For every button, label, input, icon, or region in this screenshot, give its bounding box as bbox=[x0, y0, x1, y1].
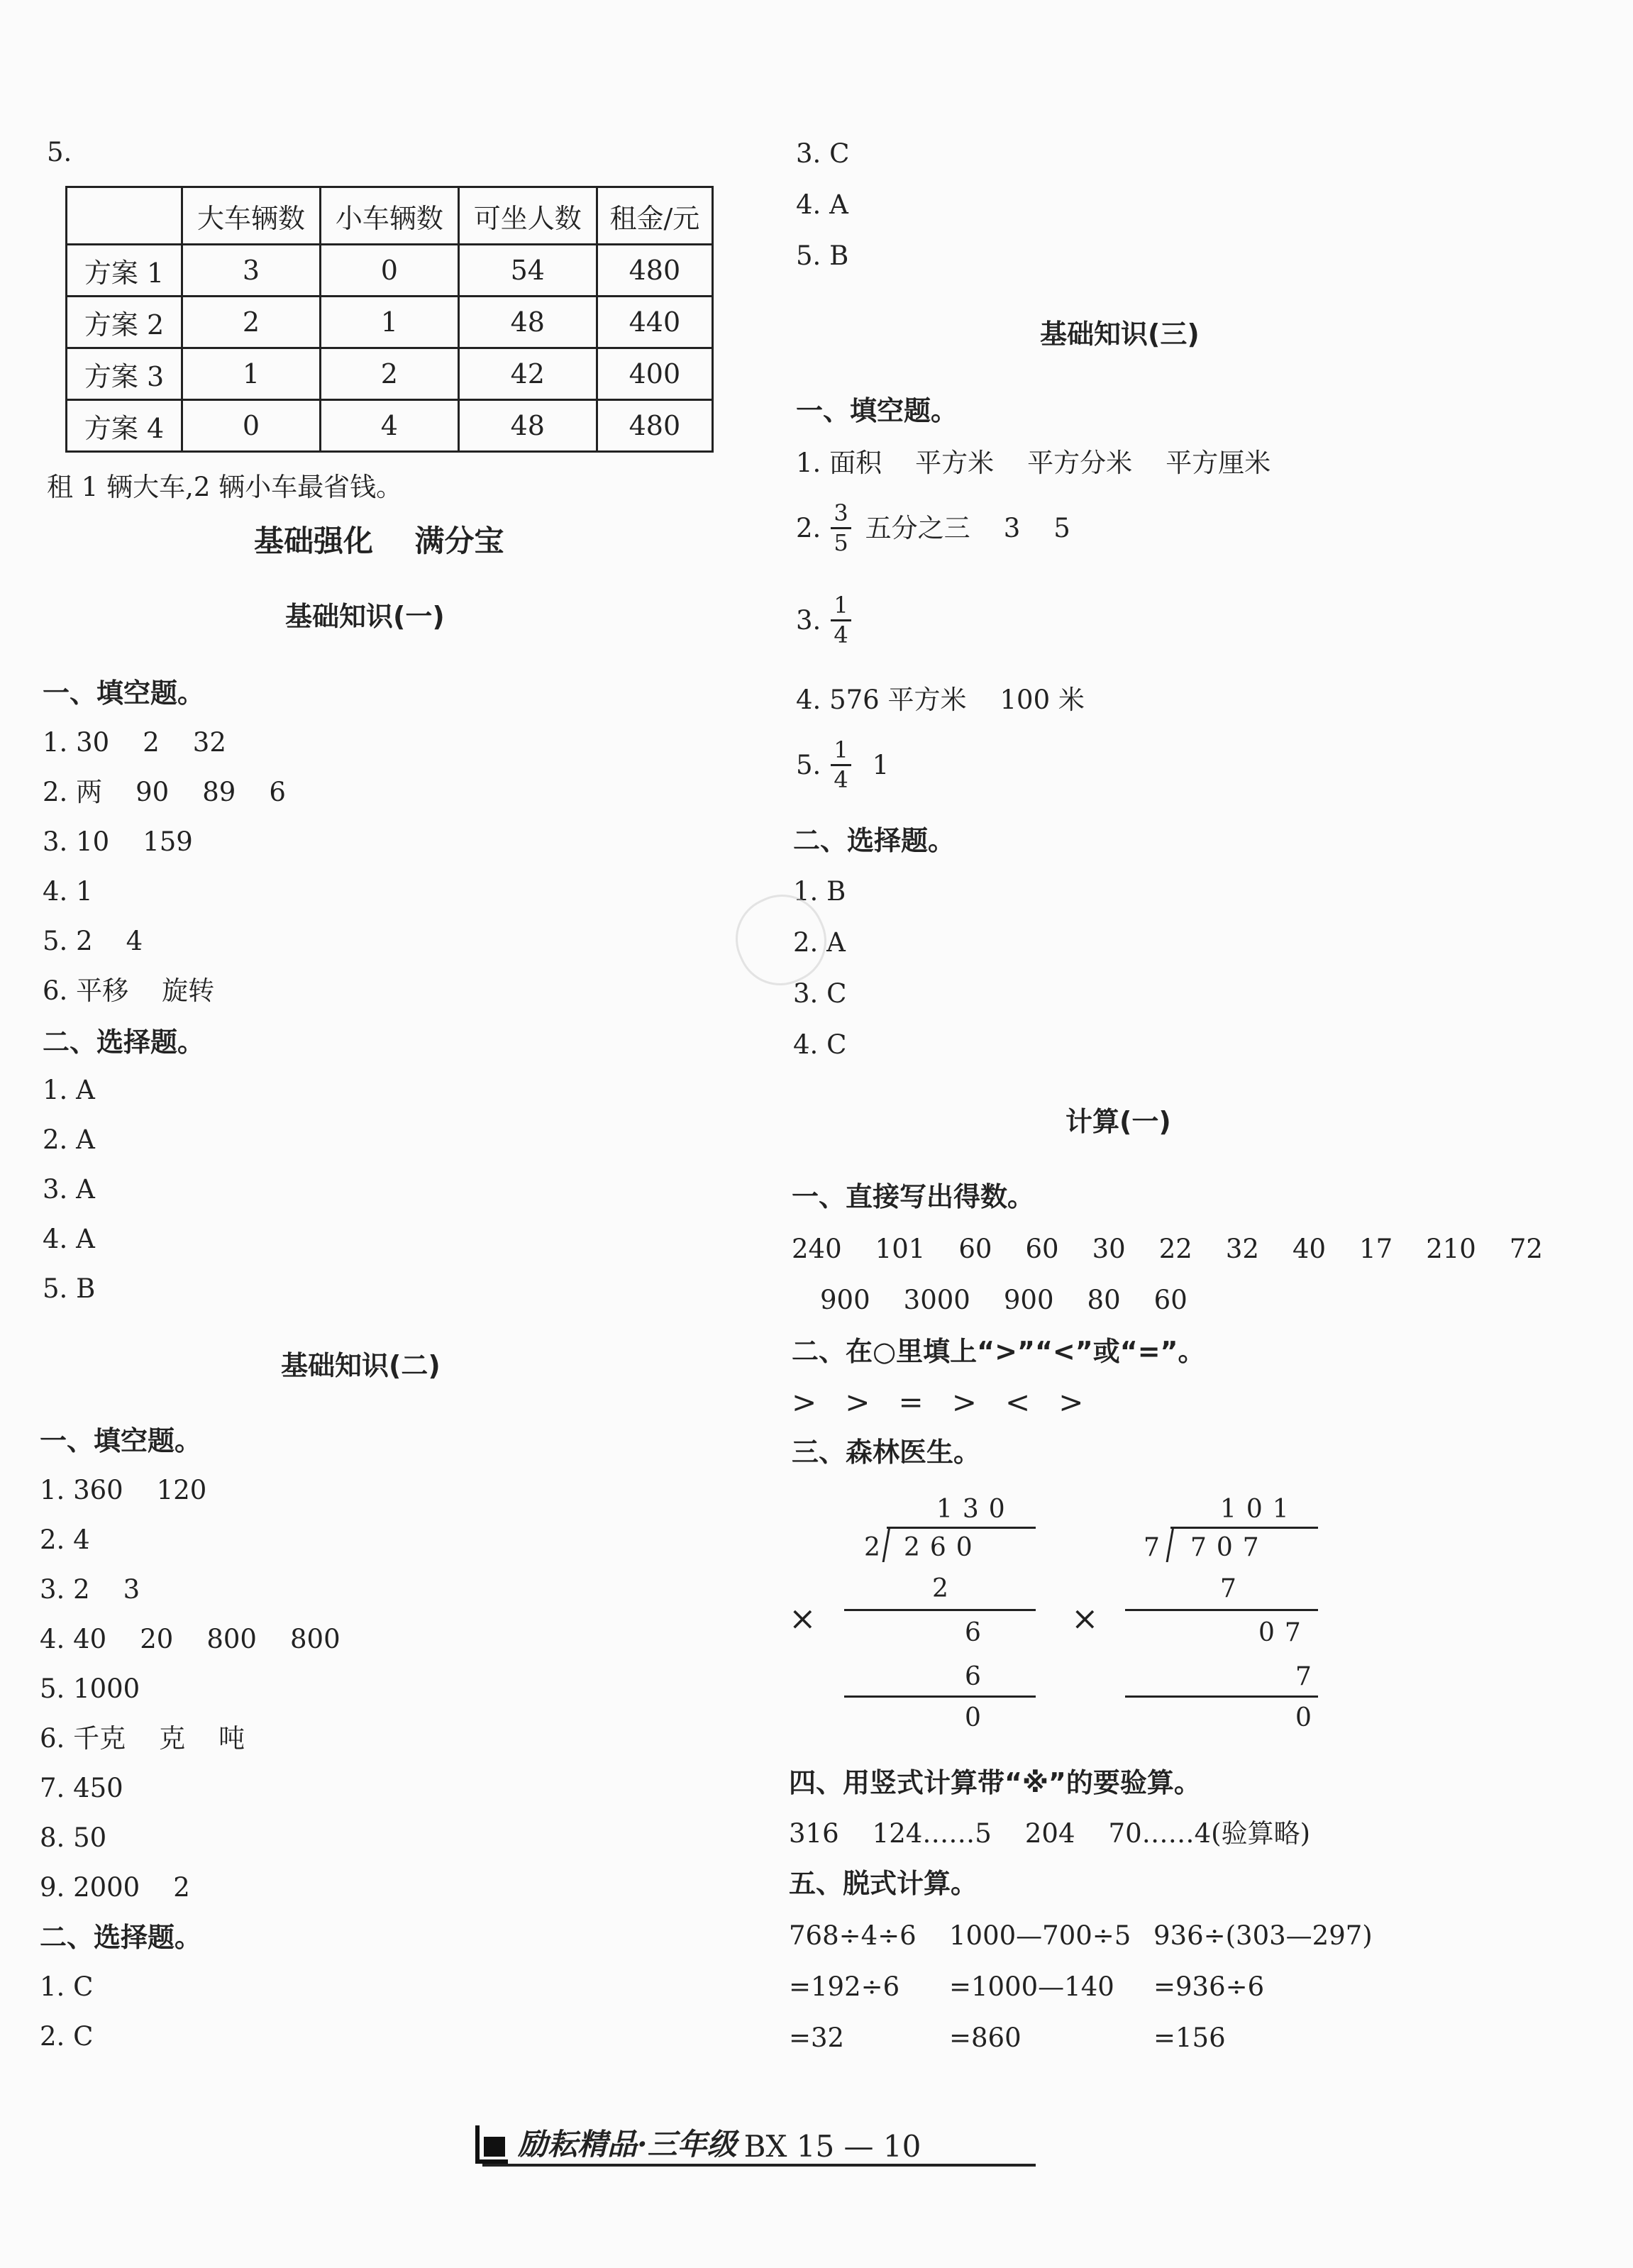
table-cell: 1 bbox=[182, 348, 321, 400]
list-item: 5. 1000 bbox=[40, 1674, 140, 1704]
table-cell: 1 bbox=[320, 297, 458, 348]
table-header-row bbox=[67, 187, 713, 245]
list-item: 4. A bbox=[43, 1224, 95, 1254]
fraction-numerator: 1 bbox=[831, 593, 851, 621]
k1-choice-heading: 二、选择题。 bbox=[43, 1027, 205, 1058]
table-header: 小车辆数 bbox=[320, 187, 458, 245]
list-item: 5. B bbox=[796, 240, 849, 271]
step-cell: =936÷6 bbox=[1153, 1971, 1265, 2002]
table-cell: 方案 4 bbox=[67, 400, 182, 452]
table-cell: 方案 1 bbox=[67, 245, 182, 297]
table-cell: 0 bbox=[320, 245, 458, 297]
quotient: 101 bbox=[1220, 1495, 1299, 1524]
fraction-denominator: 4 bbox=[834, 766, 848, 794]
list-item: 2. C bbox=[40, 2021, 94, 2052]
fraction-answer bbox=[796, 738, 889, 792]
cross-mark: × bbox=[789, 1599, 816, 1637]
table-header: 租金/元 bbox=[597, 187, 712, 245]
fraction-answer bbox=[796, 593, 851, 648]
remainder: 0 bbox=[965, 1703, 991, 1732]
list-item: 9. 2000 2 bbox=[40, 1872, 190, 1903]
list-item: 1. 360 120 bbox=[40, 1475, 207, 1505]
step-cell: =156 bbox=[1153, 2023, 1226, 2053]
item-number: 2. bbox=[796, 513, 821, 544]
list-item: 4. 576 平方米 100 米 bbox=[796, 685, 1085, 715]
conclusion-text: 租 1 辆大车,2 辆小车最省钱。 bbox=[47, 472, 403, 502]
step-cell: =860 bbox=[949, 2023, 1022, 2053]
subtrahend: 2 bbox=[932, 1574, 958, 1603]
list-item: 7. 450 bbox=[40, 1773, 123, 1803]
rental-plan-table bbox=[65, 186, 714, 453]
list-item: 240 101 60 60 30 22 32 40 17 210 72 bbox=[792, 1234, 1543, 1264]
step-cell: 768÷4÷6 bbox=[789, 1920, 917, 1951]
table-row bbox=[67, 400, 713, 452]
list-item: 3. C bbox=[796, 138, 850, 169]
subtrahend: 7 bbox=[1220, 1574, 1246, 1603]
fraction bbox=[831, 501, 851, 555]
item-number: 3. bbox=[796, 605, 821, 636]
step-line bbox=[844, 1609, 1036, 1611]
division-bar bbox=[1170, 1527, 1318, 1529]
step-cell: 936÷(303—297) bbox=[1153, 1920, 1373, 1951]
subtrahend: 6 bbox=[965, 1662, 991, 1691]
table-cell: 48 bbox=[458, 400, 597, 452]
list-item: 1. A bbox=[43, 1075, 95, 1105]
table-row bbox=[67, 348, 713, 400]
k2-fill-heading: 一、填空题。 bbox=[40, 1425, 202, 1456]
calc-h4: 四、用竖式计算带“※”的要验算。 bbox=[789, 1767, 1201, 1798]
step-line bbox=[1125, 1696, 1318, 1698]
divisor: 2 bbox=[864, 1533, 890, 1562]
table-row bbox=[67, 245, 713, 297]
list-item: 316 124……5 204 70……4(验算略) bbox=[789, 1818, 1311, 1849]
fraction-answer bbox=[796, 501, 1070, 555]
table-header: 大车辆数 bbox=[182, 187, 321, 245]
list-item: 900 3000 900 80 60 bbox=[820, 1285, 1188, 1315]
list-item: 3. 2 3 bbox=[40, 1574, 140, 1605]
k1-title: 基础知识(一) bbox=[285, 601, 445, 632]
list-item: 4. 1 bbox=[43, 876, 93, 907]
list-item: 1. 30 2 32 bbox=[43, 727, 226, 758]
item-number: 5. bbox=[796, 750, 821, 781]
table-row bbox=[67, 297, 713, 348]
list-item: 1. 面积 平方米 平方分米 平方厘米 bbox=[796, 448, 1271, 478]
divisor: 7 bbox=[1144, 1533, 1170, 1562]
list-item: 4. A bbox=[796, 189, 848, 220]
footer-brand: 励耘精品·三年级 bbox=[518, 2127, 737, 2162]
calc-h5: 五、脱式计算。 bbox=[789, 1868, 978, 1899]
step-cell: =32 bbox=[789, 2023, 845, 2053]
answer-text: 1 bbox=[872, 750, 890, 781]
answer-text: 五分之三 3 5 bbox=[865, 513, 1070, 544]
compare-symbols: > > = > < > bbox=[792, 1385, 1084, 1420]
table-cell: 3 bbox=[182, 245, 321, 297]
calc-h3: 三、森林医生。 bbox=[792, 1437, 981, 1468]
list-item: 4. 40 20 800 800 bbox=[40, 1624, 341, 1654]
fraction-numerator: 1 bbox=[831, 738, 851, 766]
step-cell: =192÷6 bbox=[789, 1971, 900, 2002]
table-cell: 42 bbox=[458, 348, 597, 400]
fraction-denominator: 4 bbox=[834, 621, 848, 649]
step-cell: 1000—700÷5 bbox=[949, 1920, 1131, 1951]
k2-choice-heading: 二、选择题。 bbox=[40, 1922, 202, 1953]
step-line bbox=[844, 1696, 1036, 1698]
page-number: BX 15 — 10 bbox=[743, 2129, 921, 2164]
list-item: 2. A bbox=[43, 1124, 95, 1155]
table-cell: 400 bbox=[597, 348, 712, 400]
list-item: 3. 10 159 bbox=[43, 826, 193, 857]
list-item: 4. C bbox=[793, 1029, 847, 1060]
k2-title: 基础知识(二) bbox=[281, 1350, 441, 1381]
fraction bbox=[831, 738, 851, 792]
calc-h1: 一、直接写出得数。 bbox=[792, 1181, 1035, 1212]
k3-fill-heading: 一、填空题。 bbox=[796, 395, 958, 426]
dividend: 260 bbox=[904, 1533, 982, 1562]
footer-rule bbox=[482, 2164, 1036, 2167]
division-bar bbox=[887, 1527, 1036, 1529]
list-item: 6. 平移 旋转 bbox=[43, 975, 215, 1006]
calc-h2: 二、在○里填上“>”“<”或“=”。 bbox=[792, 1336, 1205, 1367]
table-cell: 方案 2 bbox=[67, 297, 182, 348]
list-item: 5. B bbox=[43, 1273, 96, 1304]
fraction bbox=[831, 593, 851, 648]
table-cell: 2 bbox=[320, 348, 458, 400]
remainder: 07 bbox=[1258, 1618, 1311, 1647]
quotient: 130 bbox=[936, 1495, 1015, 1524]
list-item: 3. C bbox=[793, 978, 847, 1009]
table-cell: 480 bbox=[597, 400, 712, 452]
remainder: 0 bbox=[1295, 1703, 1322, 1732]
long-division-2 bbox=[1125, 1490, 1324, 1731]
table-cell: 480 bbox=[597, 245, 712, 297]
list-item: 6. 千克 克 吨 bbox=[40, 1723, 245, 1754]
list-item: 2. 两 90 89 6 bbox=[43, 777, 286, 807]
calc-title: 计算(一) bbox=[1065, 1106, 1171, 1137]
q5-label: 5. bbox=[47, 137, 72, 167]
fraction-denominator: 5 bbox=[834, 529, 848, 557]
list-item: 2. A bbox=[793, 927, 846, 958]
list-item: 1. B bbox=[793, 876, 846, 907]
footer-logo-icon bbox=[475, 2125, 508, 2164]
subtrahend: 7 bbox=[1295, 1662, 1322, 1691]
k1-fill-heading: 一、填空题。 bbox=[43, 677, 205, 709]
step-line bbox=[1125, 1609, 1318, 1611]
list-item: 1. C bbox=[40, 1971, 94, 2002]
table-cell: 2 bbox=[182, 297, 321, 348]
k3-title: 基础知识(三) bbox=[1040, 319, 1200, 350]
table-header bbox=[67, 187, 182, 245]
fraction-numerator: 3 bbox=[831, 501, 851, 529]
table-cell: 方案 3 bbox=[67, 348, 182, 400]
table-header: 可坐人数 bbox=[458, 187, 597, 245]
list-item: 3. A bbox=[43, 1174, 95, 1205]
table-cell: 48 bbox=[458, 297, 597, 348]
k3-choice-heading: 二、选择题。 bbox=[793, 825, 956, 856]
list-item: 8. 50 bbox=[40, 1822, 107, 1853]
page-footer bbox=[475, 2121, 921, 2164]
remainder: 6 bbox=[965, 1618, 991, 1647]
dividend: 707 bbox=[1190, 1533, 1269, 1562]
section-title: 基础强化 满分宝 bbox=[254, 524, 504, 558]
table-cell: 4 bbox=[320, 400, 458, 452]
step-cell: =1000—140 bbox=[949, 1971, 1114, 2002]
list-item: 5. 2 4 bbox=[43, 926, 143, 956]
list-item: 2. 4 bbox=[40, 1525, 90, 1555]
cross-mark: × bbox=[1071, 1599, 1099, 1637]
table-cell: 0 bbox=[182, 400, 321, 452]
long-division-1 bbox=[844, 1490, 1043, 1731]
table-cell: 440 bbox=[597, 297, 712, 348]
table-cell: 54 bbox=[458, 245, 597, 297]
